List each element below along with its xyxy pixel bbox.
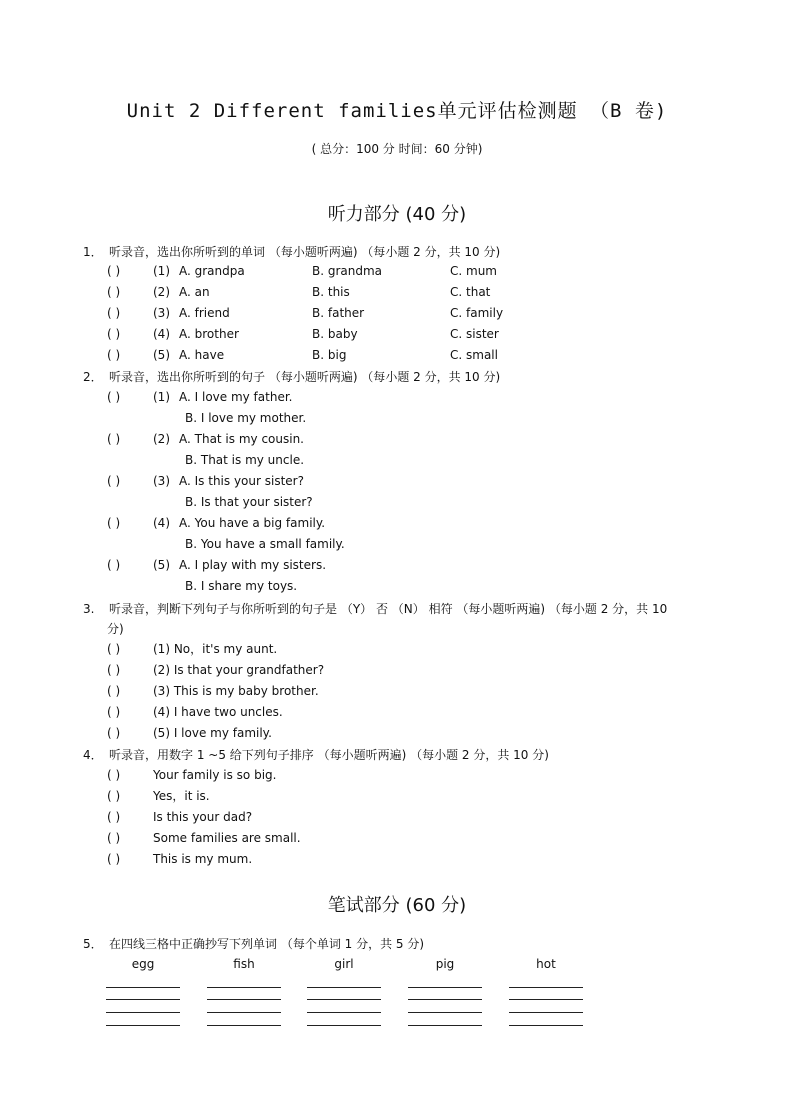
item-number: (5) [153, 558, 170, 572]
answer-blank[interactable]: ( ) [107, 831, 121, 845]
q2-number: 2． [83, 370, 103, 384]
option-b: B. big [312, 348, 347, 362]
q1-item [107, 285, 490, 299]
answer-blank[interactable]: ( ) [107, 348, 121, 362]
option-c: C. small [450, 348, 498, 362]
item-text: Yes，it is. [153, 789, 210, 803]
q3-item [107, 726, 272, 740]
q2-option-b: B. Is that your sister? [185, 495, 313, 509]
answer-blank[interactable]: ( ) [107, 852, 121, 866]
answer-blank[interactable]: ( ) [107, 642, 121, 656]
copy-word: hot [536, 957, 556, 971]
q3-item [107, 663, 324, 677]
item-text: (3) This is my baby brother. [153, 684, 319, 698]
q3-instruction-continued: 分) [107, 622, 124, 636]
option-c: C. sister [450, 327, 499, 341]
option-b: B. baby [312, 327, 358, 341]
answer-blank[interactable]: ( ) [107, 390, 121, 404]
q1-instruction [83, 245, 500, 259]
q2-option-b: B. I love my mother. [185, 411, 307, 425]
answer-blank[interactable]: ( ) [107, 726, 121, 740]
answer-blank[interactable]: ( ) [107, 663, 121, 677]
copy-word: girl [334, 957, 354, 971]
score-time-info: ( 总分：100 分 时间：60 分钟) [311, 142, 483, 156]
item-text: (2) Is that your grandfather? [153, 663, 325, 677]
option-a: A. grandpa [179, 264, 245, 278]
option-a: A. have [179, 348, 225, 362]
option-c: C. that [450, 285, 491, 299]
q1-item [107, 306, 503, 320]
q4-item [107, 789, 210, 803]
option-a: A. I love my father. [179, 390, 293, 404]
item-number: (1) [153, 390, 170, 404]
q4-instruction-text: 听录音，用数字 1 ~5 给下列句子排序 （每小题听两遍) （每小题 2 分，共 10 分) [109, 748, 549, 762]
listening-section-heading: 听力部分 (40 分) [327, 204, 467, 225]
item-number: (2) [153, 285, 170, 299]
q4-item [107, 831, 301, 845]
item-number: (1) [153, 264, 170, 278]
q3-number: 3. [83, 602, 95, 616]
writing-section-heading: 笔试部分 (60 分) [327, 895, 467, 916]
option-a: A. You have a big family. [179, 516, 326, 530]
option-c: C. mum [450, 264, 497, 278]
item-text: (4) I have two uncles. [153, 705, 283, 719]
answer-blank[interactable]: ( ) [107, 768, 121, 782]
q4-number: 4． [83, 748, 103, 762]
q3-item [107, 684, 319, 698]
answer-blank[interactable]: ( ) [107, 684, 121, 698]
item-number: (4) [153, 516, 170, 530]
answer-blank[interactable]: ( ) [107, 705, 121, 719]
answer-blank[interactable]: ( ) [107, 558, 121, 572]
answer-blank[interactable]: ( ) [107, 432, 121, 446]
option-b: B. grandma [312, 264, 383, 278]
answer-blank[interactable]: ( ) [107, 789, 121, 803]
item-number: (3) [153, 306, 170, 320]
option-a: A. That is my cousin. [179, 432, 304, 446]
q2-item [107, 432, 304, 446]
q2-instruction-text: 听录音，选出你所听到的句子 （每小题听两遍) （每小题 2 分，共 10 分) [109, 370, 501, 384]
answer-blank[interactable]: ( ) [107, 306, 121, 320]
q1-instruction-text: 听录音，选出你所听到的单词 （每小题听两遍) （每小题 2 分，共 10 分) [109, 245, 501, 259]
q2-item [107, 516, 325, 530]
item-text: Your family is so big. [153, 768, 277, 782]
item-text: This is my mum. [153, 852, 253, 866]
q2-option-b: B. That is my uncle. [185, 453, 305, 467]
q2-option-b: B. I share my toys. [185, 579, 298, 593]
option-a: A. brother [179, 327, 239, 341]
option-a: A. Is this your sister? [179, 474, 304, 488]
item-number: (5) [153, 348, 170, 362]
item-number: (4) [153, 327, 170, 341]
q5-number: 5． [83, 937, 103, 951]
q1-number: 1． [83, 245, 103, 259]
q5-instruction-text: 在四线三格中正确抄写下列单词 （每个单词 1 分，共 5 分) [109, 937, 425, 951]
answer-blank[interactable]: ( ) [107, 285, 121, 299]
answer-blank[interactable]: ( ) [107, 327, 121, 341]
copy-word: fish [233, 957, 255, 971]
q2-option-b: B. You have a small family. [185, 537, 345, 551]
q3-item [107, 705, 283, 719]
copy-word: pig [435, 957, 455, 971]
item-text: (5) I love my family. [153, 726, 272, 740]
q4-item [107, 852, 252, 866]
page-title: Unit 2 Different families单元评估检测题 （B 卷) [126, 100, 668, 122]
q4-item [107, 810, 252, 824]
item-text: Some families are small. [153, 831, 301, 845]
answer-blank[interactable]: ( ) [107, 516, 121, 530]
q3-item [107, 642, 277, 656]
q3-instruction-text: 听录音，判断下列句子与你所听到的句子是 （Y） 否 （N） 相符 （每小题听两遍) （每小题 2 分，共 10 [109, 602, 668, 616]
q5-instruction [83, 937, 424, 951]
option-a: A. an [179, 285, 210, 299]
q2-item [107, 474, 304, 488]
option-a: A. I play with my sisters. [179, 558, 327, 572]
item-number: (3) [153, 474, 170, 488]
option-a: A. friend [179, 306, 230, 320]
option-b: B. this [312, 285, 350, 299]
q1-item [107, 264, 497, 278]
q4-instruction [83, 748, 549, 762]
item-text: Is this your dad? [153, 810, 253, 824]
answer-blank[interactable]: ( ) [107, 810, 121, 824]
option-c: C. family [450, 306, 504, 320]
copy-word: egg [131, 957, 155, 971]
item-text: (1) No，it's my aunt. [153, 642, 278, 656]
answer-blank[interactable]: ( ) [107, 474, 121, 488]
q2-item [107, 558, 326, 572]
q4-item [107, 768, 276, 782]
q1-item [107, 348, 498, 362]
q1-item [107, 327, 499, 341]
answer-blank[interactable]: ( ) [107, 264, 121, 278]
q2-instruction [83, 370, 500, 384]
q3-instruction [83, 602, 667, 616]
option-b: B. father [312, 306, 365, 320]
item-number: (2) [153, 432, 170, 446]
q2-item [107, 390, 292, 404]
